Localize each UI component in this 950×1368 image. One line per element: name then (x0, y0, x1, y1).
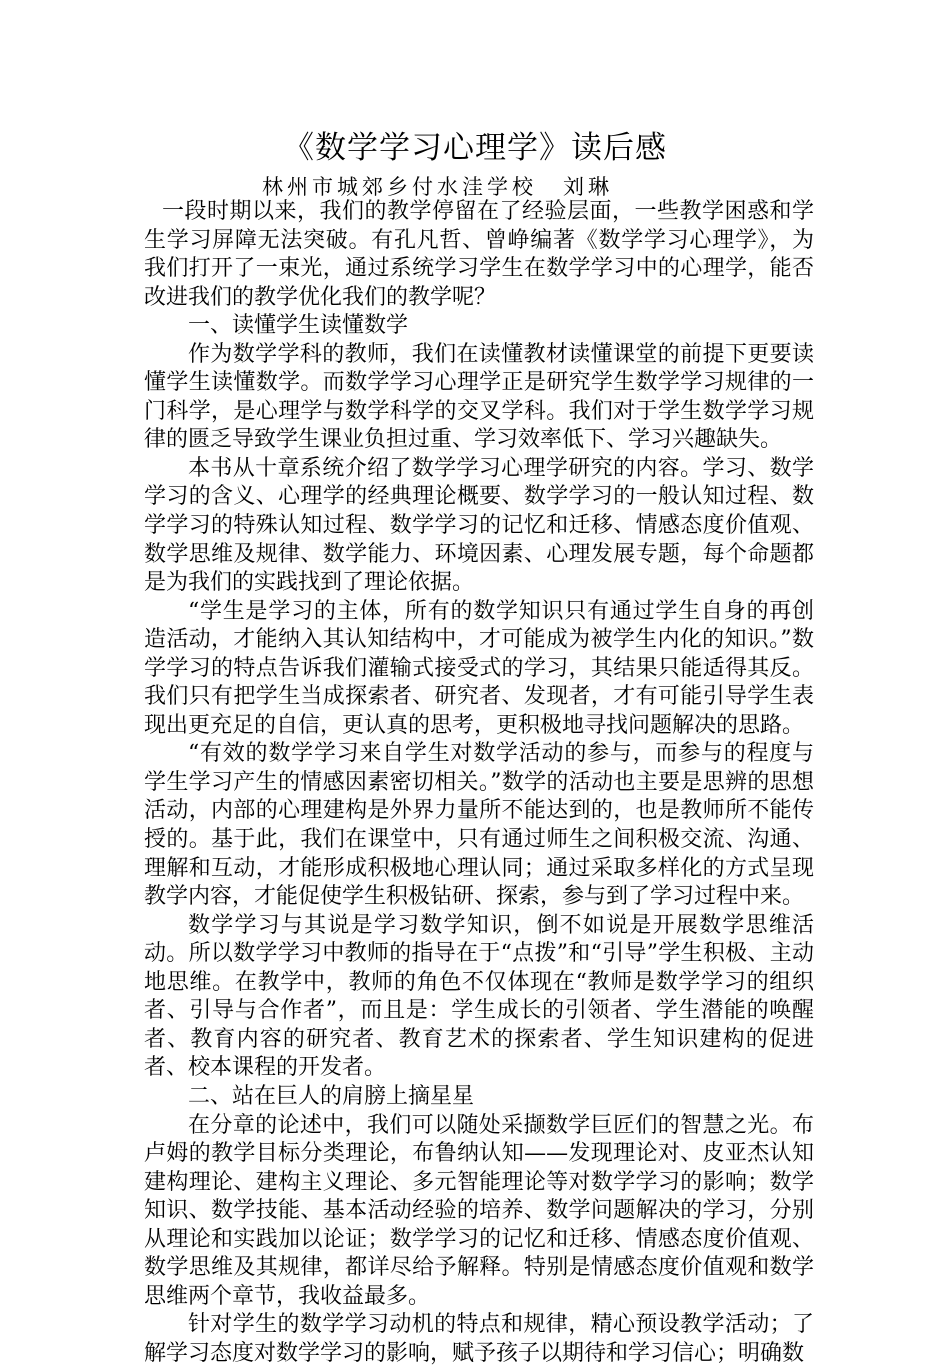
body-paragraph: 在分章的论述中，我们可以随处采撷数学巨匠们的智慧之光。布卢姆的教学目标分类理论，布鲁纳认知——发现理论对、皮亚杰认知建构理论、建构主义理论、多元智能理论等对数学学习的影响；数学知识、数学技能、基本活动经验的培养、数学问题解决的学习，分别从理论和实践加以论证；数学学习的记忆和迁移、情感态度价值观、数学思维及其规律，都详尽给予解释。特别是情感态度价值观和数学思维两个章节，我收益最多。 (144, 1112, 814, 1309)
intro-paragraph: 一段时期以来，我们的教学停留在了经验层面，一些教学困惑和学生学习屏障无法突破。有孔凡哲、曾峥编著《数学学习心理学》，为我们打开了一束光，通过系统学习学生在数学学习中的心理学，能否改进我们的教学优化我们的教学呢？ (144, 199, 814, 310)
body-paragraph: 作为数学学科的教师，我们在读懂教材读懂课堂的前提下更要读懂学生读懂数学。而数学学习心理学正是研究学生数学学习规律的一门科学，是心理学与数学科学的交叉学科。我们对于学生数学学习规律的匮乏导致学生课业负担过重、学习效率低下、学习兴趣缺失。 (144, 341, 814, 453)
author-name: 刘琳 (563, 175, 613, 199)
author-school: 林州市城郊乡付水洼学校 (262, 175, 537, 199)
section-heading-1: 一、读懂学生读懂数学 (188, 313, 409, 339)
body-paragraph: 数学学习与其说是学习数学知识，倒不如说是开展数学思维活动。所以数学学习中教师的指导在于“点拨”和“引导”学生积极、主动地思维。在教学中，教师的角色不仅体现在“教师是数学学习的组织者、引导与合作者”，而且是：学生成长的引领者、学生潜能的唤醒者、教育内容的研究者、教育艺术的探索者、学生知识建构的促进者、校本课程的开发者。 (144, 912, 814, 1081)
section-heading-2: 二、站在巨人的肩膀上摘星星 (188, 1083, 475, 1109)
document-body (144, 198, 814, 1368)
document-title: 《数学学习心理学》读后感 (283, 130, 667, 166)
author-line (262, 174, 613, 200)
body-paragraph: 本书从十章系统介绍了数学学习心理学研究的内容。学习、数学学习的含义、心理学的经典理论概要、数学学习的一般认知过程、数学学习的特殊认知过程、数学学习的记忆和迁移、情感态度价值观、数学思维及规律、数学能力、环境因素、心理发展专题，每个命题都是为我们的实践找到了理论依据。 (144, 455, 814, 596)
body-paragraph: 针对学生的数学学习动机的特点和规律，精心预设教学活动；了解学习态度对数学学习的影响，赋予孩子以期待和学习信心；明确数 (144, 1312, 814, 1366)
body-paragraph: “有效的数学学习来自学生对数学活动的参与，而参与的程度与学生学习产生的情感因素密切相关。”数学的活动也主要是思辨的思想活动，内部的心理建构是外界力量所不能达到的，也是教师所不能传授的。基于此，我们在课堂中，只有通过师生之间积极交流、沟通、理解和互动，才能形成积极地心理认同；通过采取多样化的方式呈现教学内容，才能促使学生积极钻研、探索，参与到了学习过程中来。 (144, 741, 814, 910)
body-paragraph: “学生是学习的主体，所有的数学知识只有通过学生自身的再创造活动，才能纳入其认知结构中，才可能成为被学生内化的知识。”数学学习的特点告诉我们灌输式接受式的学习，其结果只能适得其反。我们只有把学生当成探索者、研究者、发现者，才有可能引导学生表现出更充足的自信，更认真的思考，更积极地寻找问题解决的思路。 (144, 598, 814, 738)
